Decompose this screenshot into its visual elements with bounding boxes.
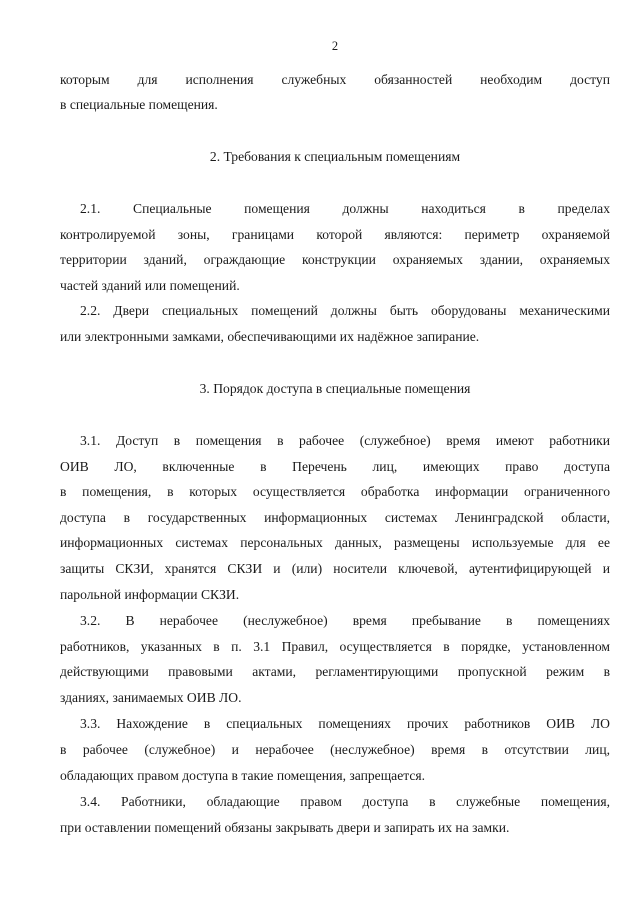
paragraph-3-1-line: информационных системах персональных данных, размещены используемые для ее: [60, 535, 610, 550]
paragraph-3-3-line: обладающих правом доступа в такие помещения, запрещается.: [60, 768, 426, 783]
continuation-line: в специальные помещения.: [60, 97, 218, 112]
paragraph-3-1-line: парольной информации СКЗИ.: [60, 587, 240, 602]
paragraph-3-4-line: 3.4. Работники, обладающие правом доступа в служебные помещения,: [80, 794, 610, 809]
paragraph-3-1-line: доступа в государственных информационных системах Ленинградской области,: [60, 510, 610, 525]
paragraph-3-3-line: в рабочее (служебное) и нерабочее (неслужебное) время в отсутствии лиц,: [60, 742, 610, 757]
page-number: 2: [331, 39, 339, 53]
paragraph-3-1-line: в помещения, в которых осуществляется обработка информации ограниченного: [60, 484, 610, 499]
section-heading-2: 2. Требования к специальным помещениям: [209, 149, 461, 164]
paragraph-2-1-line: контролируемой зоны, границами которой являются: периметр охраняемой: [60, 227, 610, 242]
paragraph-2-2-line: или электронными замками, обеспечивающими их надёжное запирание.: [60, 329, 480, 344]
paragraph-2-1-line: 2.1. Специальные помещения должны находиться в пределах: [80, 201, 610, 216]
paragraph-3-1-line: 3.1. Доступ в помещения в рабочее (служебное) время имеют работники: [80, 433, 610, 448]
paragraph-3-1-line: ОИВ ЛО, включенные в Перечень лиц, имеющих право доступа: [60, 459, 610, 474]
paragraph-2-1-line: частей зданий или помещений.: [60, 278, 240, 293]
paragraph-3-2-line: работников, указанных в п. 3.1 Правил, осуществляется в порядке, установленном: [60, 639, 610, 654]
paragraph-2-2-line: 2.2. Двери специальных помещений должны быть оборудованы механическими: [80, 303, 610, 318]
paragraph-3-3-line: 3.3. Нахождение в специальных помещениях прочих работников ОИВ ЛО: [80, 716, 610, 731]
paragraph-2-1-line: территории зданий, ограждающие конструкции охраняемых здании, охраняемых: [60, 252, 610, 267]
section-heading-3: 3. Порядок доступа в специальные помещения: [199, 381, 471, 396]
continuation-line: которым для исполнения служебных обязанностей необходим доступ: [60, 72, 610, 87]
paragraph-3-2-line: 3.2. В нерабочее (неслужебное) время пребывание в помещениях: [80, 613, 610, 628]
paragraph-3-2-line: действующими правовыми актами, регламентирующими пропускной режим в: [60, 664, 610, 679]
paragraph-3-2-line: зданиях, занимаемых ОИВ ЛО.: [60, 690, 242, 705]
paragraph-3-4-line: при оставлении помещений обязаны закрывать двери и запирать их на замки.: [60, 820, 510, 835]
paragraph-3-1-line: защиты СКЗИ, хранятся СКЗИ и (или) носители ключевой, аутентифицирующей и: [60, 561, 610, 576]
